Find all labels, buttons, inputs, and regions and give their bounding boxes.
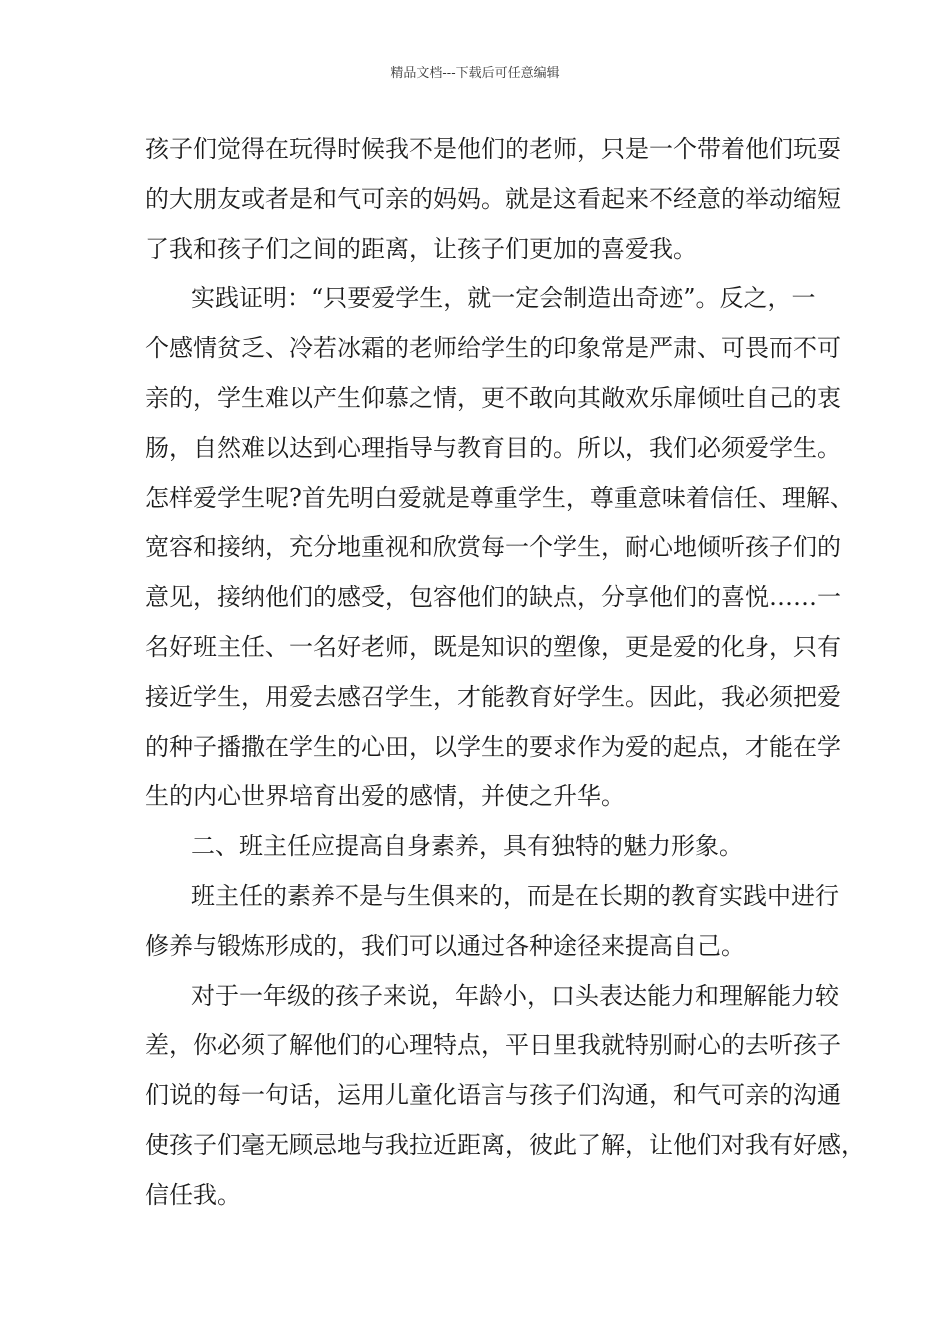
paragraph-line: 对于一年级的孩子来说，年龄小，口头表达能力和理解能力较 [191, 981, 839, 1010]
paragraph-line: 修养与锻炼形成的，我们可以通过各种途径来提高自己。 [145, 931, 745, 960]
paragraph-line: 名好班主任、一名好老师，既是知识的塑像，更是爱的化身，只有 [145, 632, 841, 661]
paragraph-1 [145, 125, 841, 274]
paragraph-line: 实践证明：“只要爱学生，就一定会制造出奇迹”。反之，一 [191, 284, 816, 313]
paragraph-line: 生的内心世界培育出爱的感情，并使之升华。 [145, 782, 625, 811]
paragraph-line: 信任我。 [145, 1180, 241, 1209]
paragraph-line: 接近学生，用爱去感召学生，才能教育好学生。因此，我必须把爱 [145, 682, 841, 711]
paragraph-2 [145, 274, 854, 822]
paragraph-line: 怎样爱学生呢?首先明白爱就是尊重学生，尊重意味着信任、理解、 [145, 483, 854, 512]
page-header: 精品文档---下载后可任意编辑 [390, 66, 560, 81]
paragraph-line: 们说的每一句话，运用儿童化语言与孩子们沟通，和气可亲的沟通 [145, 1081, 841, 1110]
paragraph-line: 二、班主任应提高自身素养，具有独特的魅力形象。 [191, 832, 743, 861]
paragraph-line: 的大朋友或者是和气可亲的妈妈。就是这看起来不经意的举动缩短 [145, 184, 841, 213]
paragraph-line: 亲的，学生难以产生仰慕之情，更不敢向其敞欢乐扉倾吐自己的衷 [145, 383, 841, 412]
paragraph-line: 了我和孩子们之间的距离，让孩子们更加的喜爱我。 [145, 234, 697, 263]
paragraph-line: 使孩子们毫无顾忌地与我拉近距离，彼此了解，让他们对我有好感， [145, 1130, 865, 1159]
paragraph-4 [145, 872, 839, 972]
paragraph-line: 宽容和接纳，充分地重视和欣赏每一个学生，耐心地倾听孩子们的 [145, 533, 841, 562]
paragraph-5 [145, 972, 865, 1221]
paragraph-line: 差，你必须了解他们的心理特点，平日里我就特别耐心的去听孩子 [145, 1031, 841, 1060]
section-heading [145, 822, 817, 872]
paragraph-line: 的种子播撒在学生的心田，以学生的要求作为爱的起点，才能在学 [145, 732, 841, 761]
paragraph-line: 意见，接纳他们的感受，包容他们的缺点，分享他们的喜悦……一 [145, 583, 841, 612]
paragraph-line: 班主任的素养不是与生俱来的，而是在长期的教育实践中进行 [191, 881, 839, 910]
paragraph-line: 孩子们觉得在玩得时候我不是他们的老师，只是一个带着他们玩耍 [145, 135, 841, 163]
paragraph-line: 个感情贫乏、冷若冰霜的老师给学生的印象常是严肃、可畏而不可 [145, 334, 841, 363]
document-body [145, 125, 865, 1221]
paragraph-line: 肠，自然难以达到心理指导与教育目的。所以，我们必须爱学生。 [145, 433, 841, 462]
